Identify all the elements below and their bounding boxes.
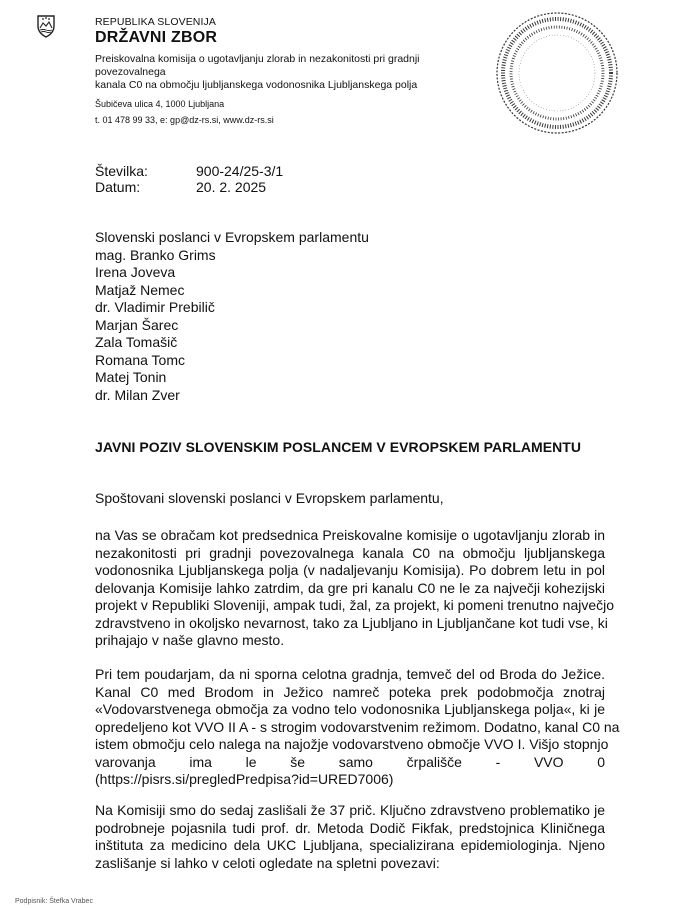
paragraph-line: prihajajo v naše glavno mesto. [95,632,285,648]
recipient: Marjan Šarec [95,316,179,333]
recipient: dr. Milan Zver [95,386,180,403]
paragraph-line: nezakonitosti pri gradnji povezovalnega kanala C0 na območju ljubljanskega [95,544,605,561]
contact-info: t. 01 478 99 33, e: gp@dz-rs.si, www.dz-rs.si [95,115,274,125]
recipient: Irena Joveva [95,264,176,280]
letter-heading: JAVNI POZIV SLOVENSKIM POSLANCEM V EVROPSKEM PARLAMENTU [95,439,582,455]
paragraph-line: Pri tem poudarjam, da ni sporna celotna gradnja, temveč del od Broda do Ježice. [95,666,605,682]
commission-name [95,53,485,92]
paragraph-line: Kanal C0 med Brodom in Ježico namreč poteka prek podobmočja znotraj [95,683,605,700]
round-stamp-icon [492,8,622,138]
paragraph-line: podrobneje pojasnila tudi prof. dr. Metoda Dodič Fikfak, predstojnica Kliničnega [95,819,605,836]
recipients-list [95,229,369,404]
recipient-group: Slovenski poslanci v Evropskem parlamentu [95,229,369,245]
paragraph-line: opredeljeno kot VVO II A - s strogim vodovarstvenim režimom. Dodatno, kanal C0 na [95,718,620,735]
signatory-footer: Podpisnik: Štefka Vrabec [15,898,93,905]
body-paragraph [95,527,615,650]
recipient: Romana Tomc [95,351,186,368]
recipient: Zala Tomašič [95,334,178,350]
body-paragraph [95,802,605,872]
recipient: mag. Branko Grims [95,246,216,263]
paragraph-line: vodonosnika Ljubljanskega polja (v nadaljevanju Komisija). Po dobrem letu in pol [95,562,605,578]
number-label: Številka: [95,163,148,179]
paragraph-line: projekt v Republiki Sloveniji, ampak tudi, žal, za projekt, ki pomeni trenutno največjo [95,597,615,613]
address: Šubičeva ulica 4, 1000 Ljubljana [95,99,225,109]
paragraph-line: inštituta za medicino dela UKC Ljubljana, specializirana epidemiologinja. Njeno [95,837,605,853]
paragraph-line: zaslišanje si lahko v celoti ogledate na spletni povezavi: [95,854,440,871]
coat-of-arms-icon [36,14,56,38]
institution-name: DRŽAVNI ZBOR [95,29,218,46]
date-value: 20. 2. 2025 [196,179,267,195]
recipient: Matej Tonin [95,369,167,385]
recipient: Matjaž Nemec [95,281,185,298]
paragraph-line: (https://pisrs.si/pregledPredpisa?id=URED7006) [95,771,394,787]
paragraph-line: delovanja Komisije lahko zatrdim, da gre pri kanalu C0 ne le za največji kohezijski [95,579,605,596]
paragraph-line: istem območju celo nalega na najožje vodovarstveno območje VVO I. Višjo stopnjo [95,736,609,752]
body-paragraph [95,666,620,789]
paragraph-line: Na Komisiji smo do sedaj zaslišali že 37 prič. Ključno zdravstveno problematiko je [95,802,605,818]
republic-label: REPUBLIKA SLOVENIJA [95,16,216,28]
paragraph-line: zdravstveno in okoljsko nevarnost, tako za Ljubljano in Ljubljančane kot tudi vse, ki [95,614,608,631]
salutation: Spoštovani slovenski poslanci v Evropskem parlamentu, [95,490,444,506]
number-value: 900-24/25-3/1 [196,163,284,179]
date-label: Datum: [95,179,141,195]
recipient: dr. Vladimir Prebilič [95,299,215,315]
paragraph-line: na Vas se obračam kot predsednica Preiskovalne komisije o ugotavljanju zlorab in [95,527,605,543]
commission-line: kanala C0 na območju ljubljanskega vodonosnika Ljubljanskega polja [95,79,418,91]
commission-line: Preiskovalna komisija o ugotavljanju zlorab in nezakonitosti pri gradnji povezovalnega [95,53,420,78]
paragraph-line: varovanja ima le še samo črpališče - VVO 0 [95,753,605,770]
paragraph-line: «Vodovarstvenega območja za vodno telo vodonosnika Ljubljanskega polja«, ki je [95,701,605,717]
